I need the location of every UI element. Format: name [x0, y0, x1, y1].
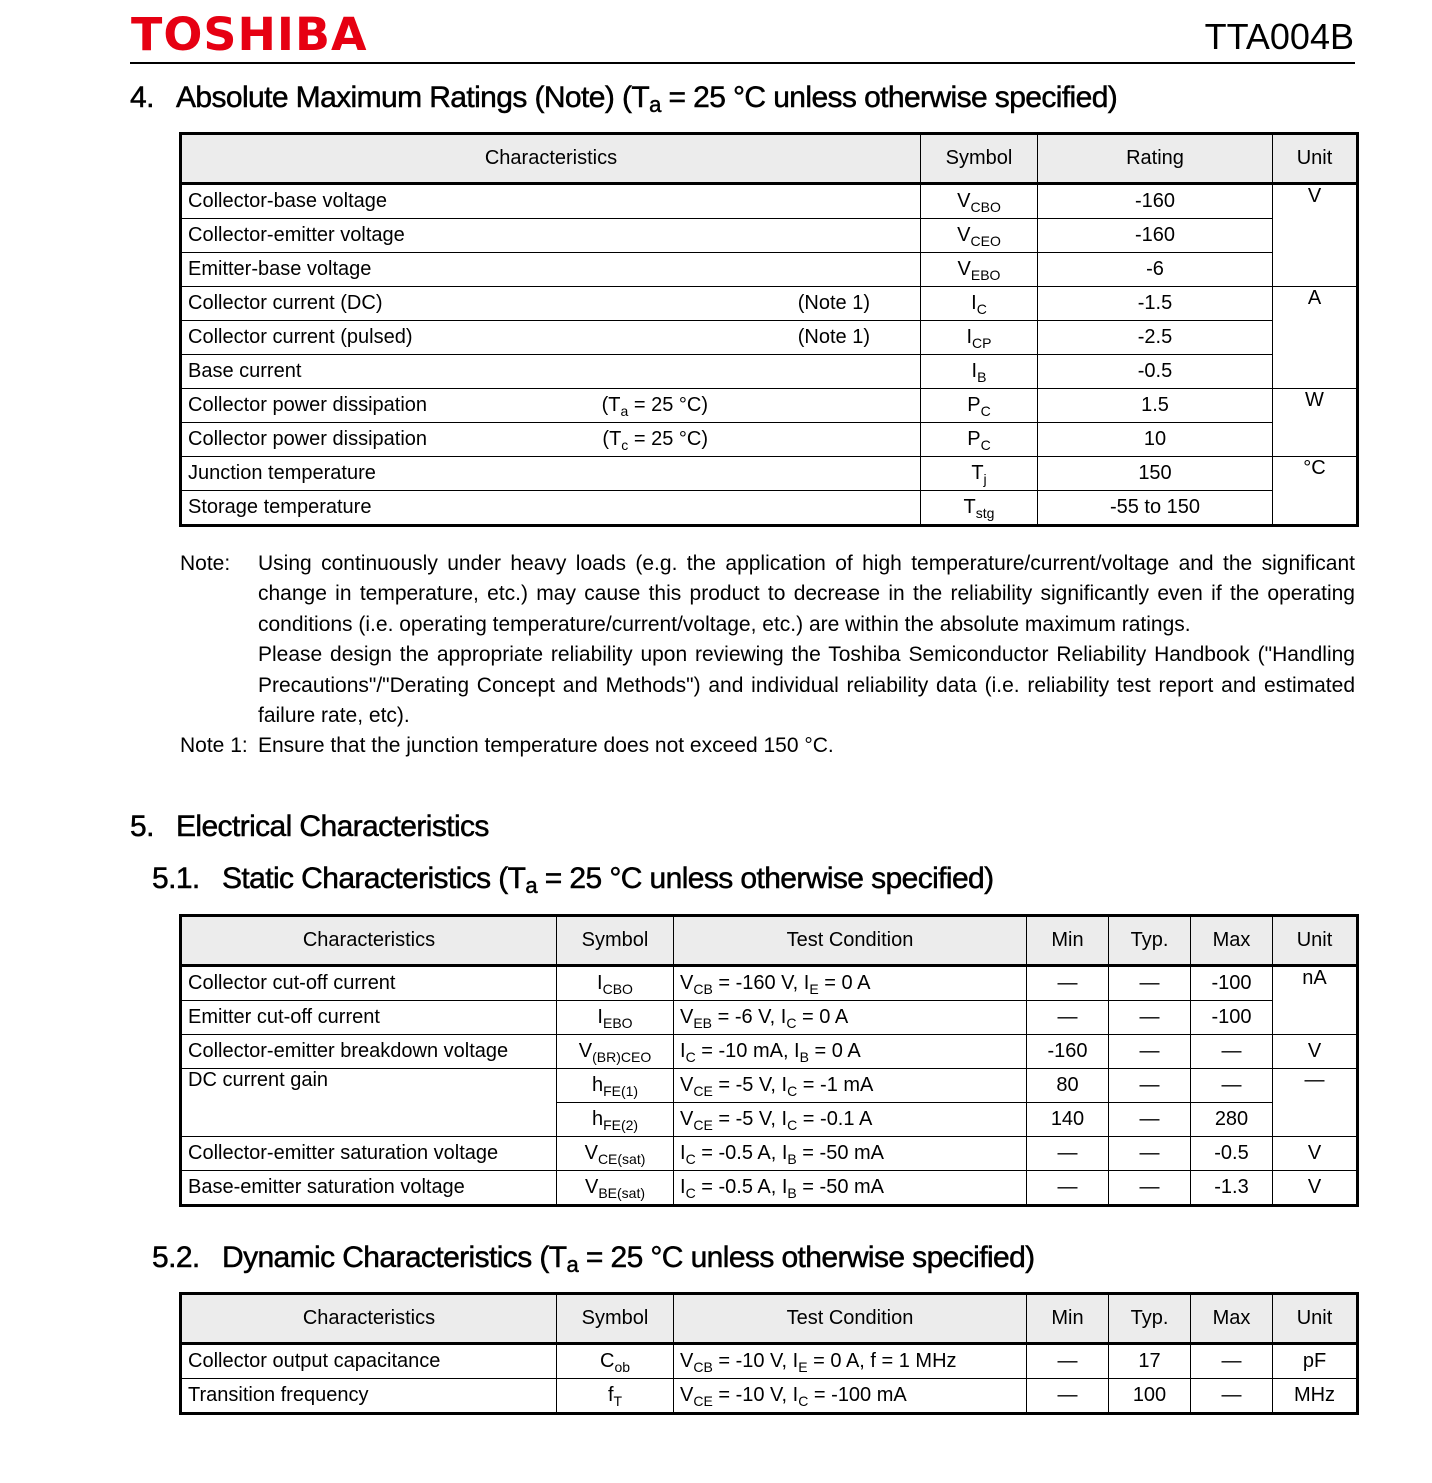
- characteristic-cell: [181, 184, 921, 219]
- condition-part: = -10 V, I: [712, 1384, 799, 1406]
- characteristic-cell: Collector output capacitance: [181, 1344, 557, 1379]
- condition-part: = -50 mA: [796, 1142, 885, 1164]
- typ-cell: —: [1109, 1069, 1191, 1103]
- characteristic-cell: Collector cut-off current: [181, 966, 557, 1001]
- column-header: Symbol: [557, 1294, 674, 1344]
- unit-cell: A: [1273, 287, 1358, 389]
- section-number: 5.1.: [152, 862, 200, 895]
- unit-cell: pF: [1273, 1344, 1358, 1379]
- condition-part: = 0 A, f = 1 MHz: [807, 1350, 957, 1372]
- symbol: I: [597, 1006, 603, 1028]
- table-header-row: [181, 916, 1358, 966]
- min-cell: —: [1027, 1344, 1109, 1379]
- table-row: [181, 491, 1358, 526]
- column-header: Test Condition: [674, 916, 1027, 966]
- rating-cell: 150: [1038, 457, 1273, 491]
- section-heading-static: [152, 861, 994, 897]
- condition-subscript: CE: [693, 1083, 713, 1099]
- table-row: [181, 1379, 1358, 1414]
- symbol-cell: [921, 389, 1038, 423]
- symbol-subscript: CEO: [970, 233, 1001, 249]
- symbol-cell: [921, 457, 1038, 491]
- symbol-subscript: CBO: [602, 981, 633, 997]
- symbol: C: [599, 1350, 615, 1372]
- condition-part: = 0 A: [808, 1040, 861, 1062]
- min-cell: -160: [1027, 1035, 1109, 1069]
- table-row: [181, 1171, 1358, 1206]
- characteristic-with-condition: [188, 326, 914, 349]
- condition-subscript: C: [786, 1015, 797, 1031]
- table-header-row: [181, 1294, 1358, 1344]
- condition-note: (Note 1): [797, 292, 870, 314]
- column-header: Typ.: [1109, 1294, 1191, 1344]
- unit-cell: W: [1273, 389, 1358, 457]
- condition-subscript: a: [620, 403, 629, 419]
- characteristic-label: Storage temperature: [188, 496, 372, 518]
- column-header: Max: [1191, 916, 1273, 966]
- condition-part: = -6 V, I: [712, 1006, 787, 1028]
- max-cell: —: [1191, 1035, 1273, 1069]
- part-number: TTA004B: [1204, 16, 1354, 57]
- notes-block: [180, 549, 1355, 762]
- rating-cell: -55 to 150: [1038, 491, 1273, 526]
- note1-label: Note 1:: [180, 734, 248, 758]
- heading-tail: = 25 °C unless otherwise specified): [537, 862, 994, 895]
- characteristic-cell: Base-emitter saturation voltage: [181, 1171, 557, 1206]
- column-header: Test Condition: [674, 1294, 1027, 1344]
- condition-subscript: E: [809, 981, 819, 997]
- condition-part: V: [680, 1006, 694, 1028]
- rating-cell: 10: [1038, 423, 1273, 457]
- characteristic-label: Emitter-base voltage: [188, 258, 372, 280]
- condition-part: = 0 A: [796, 1006, 849, 1028]
- symbol: I: [597, 972, 603, 994]
- typ-cell: —: [1109, 1137, 1191, 1171]
- typ-cell: —: [1109, 966, 1191, 1001]
- table-row: [181, 253, 1358, 287]
- column-header: Unit: [1273, 1294, 1358, 1344]
- condition-part: = 25 °C): [628, 428, 708, 450]
- symbol: V: [584, 1142, 598, 1164]
- symbol-cell: [557, 1001, 674, 1035]
- rating-cell: -1.5: [1038, 287, 1273, 321]
- test-condition-cell: [674, 1137, 1027, 1171]
- symbol-cell: [921, 253, 1038, 287]
- max-cell: -1.3: [1191, 1171, 1273, 1206]
- test-condition-cell: [674, 1379, 1027, 1414]
- static-characteristics-table: [179, 914, 1359, 1207]
- characteristic-cell: Transition frequency: [181, 1379, 557, 1414]
- max-cell: —: [1191, 1344, 1273, 1379]
- column-header: Min: [1027, 916, 1109, 966]
- max-cell: 280: [1191, 1103, 1273, 1137]
- note-label: Note:: [180, 552, 231, 575]
- characteristic-cell: Collector-emitter breakdown voltage: [181, 1035, 557, 1069]
- table-row: [181, 219, 1358, 253]
- condition-part: = -50 mA: [796, 1176, 885, 1198]
- max-cell: -100: [1191, 966, 1273, 1001]
- note-paragraph: Please design the appropriate reliability upon reviewing the Toshiba Semiconductor Reliability Handbook ("Handling Precautions"/"Derating Concept and Methods") and individual reliability data (i.e. reliability test report and estimated failure rate, etc).: [258, 643, 1355, 728]
- heading-text: Absolute Maximum Ratings (Note) (T: [176, 81, 650, 114]
- condition-temperature: [602, 428, 708, 451]
- test-condition-cell: [674, 966, 1027, 1001]
- section-heading-electrical: [130, 809, 489, 845]
- condition-part: V: [680, 1074, 694, 1096]
- characteristic-label: Collector power dissipation: [188, 428, 428, 450]
- condition-part: V: [680, 1384, 694, 1406]
- symbol-cell: [921, 423, 1038, 457]
- symbol: T: [971, 462, 984, 484]
- symbol: V: [957, 224, 971, 246]
- rating-cell: -160: [1038, 219, 1273, 253]
- symbol: h: [591, 1074, 604, 1096]
- characteristic-cell: [181, 321, 921, 355]
- typ-cell: —: [1109, 1001, 1191, 1035]
- symbol: P: [967, 394, 981, 416]
- table-row: [181, 423, 1358, 457]
- column-header: Unit: [1273, 916, 1358, 966]
- condition-part: V: [680, 1350, 694, 1372]
- test-condition-cell: [674, 1035, 1027, 1069]
- dynamic-characteristics-table: [179, 1292, 1359, 1415]
- symbol-subscript: (BR)CEO: [592, 1049, 652, 1065]
- condition-part: I: [680, 1176, 686, 1198]
- column-header: Max: [1191, 1294, 1273, 1344]
- symbol-cell: [921, 321, 1038, 355]
- test-condition-cell: [674, 1171, 1027, 1206]
- table-header-row: [181, 134, 1358, 184]
- column-header: Rating: [1038, 134, 1273, 184]
- unit-cell: V: [1273, 1137, 1358, 1171]
- symbol-cell: [557, 966, 674, 1001]
- condition-subscript: C: [798, 1393, 809, 1409]
- column-header: Characteristics: [181, 134, 921, 184]
- table-row: [181, 355, 1358, 389]
- symbol: P: [967, 428, 981, 450]
- rating-cell: -160: [1038, 184, 1273, 219]
- characteristic-cell: [181, 253, 921, 287]
- section-heading-dynamic: [152, 1240, 1035, 1276]
- characteristic-label: Collector-base voltage: [188, 190, 387, 212]
- unit-cell: —: [1273, 1069, 1358, 1137]
- condition-part: = 25 °C): [628, 394, 708, 416]
- condition-part: = -5 V, I: [712, 1108, 788, 1130]
- condition-subscript: B: [787, 1151, 797, 1167]
- section-number: 5.: [130, 810, 154, 843]
- symbol-cell: [557, 1035, 674, 1069]
- symbol-subscript: EBO: [602, 1015, 633, 1031]
- table-row: [181, 287, 1358, 321]
- symbol-subscript: CP: [972, 335, 992, 351]
- unit-cell: MHz: [1273, 1379, 1358, 1414]
- symbol: I: [971, 292, 977, 314]
- unit-cell: nA: [1273, 966, 1358, 1035]
- condition-part: = -0.5 A, I: [695, 1142, 788, 1164]
- characteristic-label: Collector-emitter voltage: [188, 224, 405, 246]
- symbol-subscript: C: [980, 403, 991, 419]
- condition-subscript: C: [787, 1117, 798, 1133]
- max-cell: —: [1191, 1069, 1273, 1103]
- symbol-subscript: EBO: [970, 267, 1001, 283]
- column-header: Unit: [1273, 134, 1358, 184]
- condition-part: V: [680, 1108, 694, 1130]
- typ-cell: 17: [1109, 1344, 1191, 1379]
- symbol-subscript: CE(sat): [597, 1151, 646, 1167]
- note-paragraph: Using continuously under heavy loads (e.g. the application of high temperature/current/voltage and the significant change in temperature, etc.) may cause this product to decrease in the reliability significantly even if the operating conditions (i.e. operating temperature/current/voltage, etc.) are within the absolute maximum ratings.: [258, 552, 1355, 636]
- section-heading-abs-max: [130, 80, 1117, 116]
- condition-part: = -100 mA: [808, 1384, 907, 1406]
- condition-subscript: B: [799, 1049, 809, 1065]
- max-cell: -0.5: [1191, 1137, 1273, 1171]
- condition-part: I: [680, 1040, 686, 1062]
- characteristic-label: Collector current (pulsed): [188, 326, 413, 348]
- characteristic-label: Collector power dissipation: [188, 394, 428, 416]
- absolute-maximum-ratings-table: [179, 132, 1359, 527]
- condition-subscript: C: [685, 1151, 696, 1167]
- condition-part: (T: [601, 394, 621, 416]
- condition-note: (Note 1): [797, 326, 870, 348]
- condition-temperature: [602, 394, 708, 417]
- symbol-subscript: stg: [975, 505, 995, 521]
- max-cell: —: [1191, 1379, 1273, 1414]
- column-header: Characteristics: [181, 1294, 557, 1344]
- symbol-cell: [557, 1379, 674, 1414]
- table-row: [181, 1001, 1358, 1035]
- characteristic-cell: [181, 423, 921, 457]
- condition-subscript: CE: [693, 1117, 713, 1133]
- symbol: V: [957, 258, 971, 280]
- condition-subscript: C: [685, 1185, 696, 1201]
- heading-text: Static Characteristics (T: [222, 862, 526, 895]
- section-number: 5.2.: [152, 1241, 200, 1274]
- heading-tail: = 25 °C unless otherwise specified): [578, 1241, 1035, 1274]
- min-cell: —: [1027, 1001, 1109, 1035]
- condition-subscript: C: [685, 1049, 696, 1065]
- symbol: T: [963, 496, 976, 518]
- condition-part: = -10 mA, I: [695, 1040, 800, 1062]
- condition-part: = -5 V, I: [712, 1074, 788, 1096]
- table-row: [181, 966, 1358, 1001]
- symbol-subscript: FE(1): [603, 1083, 639, 1099]
- symbol-cell: [921, 219, 1038, 253]
- characteristic-cell: [181, 389, 921, 423]
- min-cell: —: [1027, 1171, 1109, 1206]
- heading-subscript: a: [649, 92, 661, 117]
- condition-part: (T: [602, 428, 622, 450]
- condition-subscript: c: [621, 437, 629, 453]
- characteristic-cell: DC current gain: [181, 1069, 557, 1137]
- condition-subscript: CB: [693, 981, 713, 997]
- max-cell: -100: [1191, 1001, 1273, 1035]
- symbol-subscript: C: [976, 301, 987, 317]
- condition-part: = -160 V, I: [712, 972, 810, 994]
- table-row: [181, 389, 1358, 423]
- unit-cell: °C: [1273, 457, 1358, 526]
- symbol-cell: [557, 1137, 674, 1171]
- characteristic-label: Base current: [188, 360, 302, 382]
- condition-part: = -10 V, I: [712, 1350, 799, 1372]
- rating-cell: -0.5: [1038, 355, 1273, 389]
- rating-cell: -2.5: [1038, 321, 1273, 355]
- condition-part: = -1 mA: [797, 1074, 874, 1096]
- characteristic-cell: Emitter cut-off current: [181, 1001, 557, 1035]
- symbol-subscript: j: [983, 471, 987, 487]
- characteristic-cell: [181, 457, 921, 491]
- symbol-cell: [557, 1171, 674, 1206]
- note1-text: Ensure that the junction temperature does not exceed 150 °C.: [258, 734, 834, 758]
- table-row: [181, 1137, 1358, 1171]
- table-row: [181, 1035, 1358, 1069]
- min-cell: —: [1027, 966, 1109, 1001]
- symbol: I: [971, 360, 978, 382]
- table-row: [181, 457, 1358, 491]
- typ-cell: —: [1109, 1171, 1191, 1206]
- heading-text: Dynamic Characteristics (T: [222, 1241, 567, 1274]
- condition-subscript: B: [787, 1185, 797, 1201]
- column-header: Symbol: [921, 134, 1038, 184]
- table-row: [181, 321, 1358, 355]
- characteristic-with-condition: [188, 292, 914, 315]
- column-header: Typ.: [1109, 916, 1191, 966]
- symbol-subscript: ob: [614, 1359, 631, 1375]
- symbol-cell: [921, 491, 1038, 526]
- typ-cell: —: [1109, 1103, 1191, 1137]
- heading-text: Electrical Characteristics: [176, 810, 489, 843]
- symbol-cell: [921, 287, 1038, 321]
- typ-cell: —: [1109, 1035, 1191, 1069]
- condition-part: I: [680, 1142, 686, 1164]
- symbol: V: [584, 1176, 599, 1198]
- symbol-subscript: BE(sat): [598, 1185, 646, 1201]
- symbol: f: [607, 1384, 614, 1406]
- column-header: Characteristics: [181, 916, 557, 966]
- characteristic-cell: [181, 355, 921, 389]
- unit-cell: V: [1273, 1171, 1358, 1206]
- condition-part: = -0.1 A: [797, 1108, 873, 1130]
- symbol-subscript: FE(2): [603, 1117, 639, 1133]
- section-number: 4.: [130, 81, 154, 114]
- rating-cell: -6: [1038, 253, 1273, 287]
- characteristic-with-condition: [188, 394, 914, 417]
- characteristic-cell: [181, 491, 921, 526]
- characteristic-label: Collector current (DC): [188, 292, 383, 314]
- heading-subscript: a: [566, 1252, 579, 1277]
- min-cell: 80: [1027, 1069, 1109, 1103]
- symbol-cell: [921, 355, 1038, 389]
- table-row: [181, 1344, 1358, 1379]
- characteristic-with-condition: [188, 428, 914, 451]
- symbol-cell: [557, 1103, 674, 1137]
- test-condition-cell: [674, 1344, 1027, 1379]
- typ-cell: 100: [1109, 1379, 1191, 1414]
- condition-subscript: EB: [693, 1015, 713, 1031]
- characteristic-cell: Collector-emitter saturation voltage: [181, 1137, 557, 1171]
- heading-tail: = 25 °C unless otherwise specified): [660, 81, 1118, 114]
- symbol-subscript: B: [977, 369, 987, 385]
- symbol: V: [578, 1040, 593, 1062]
- condition-subscript: CB: [693, 1359, 713, 1375]
- column-header: Symbol: [557, 916, 674, 966]
- condition-subscript: E: [798, 1359, 808, 1375]
- symbol-cell: [921, 184, 1038, 219]
- test-condition-cell: [674, 1069, 1027, 1103]
- unit-cell: V: [1273, 184, 1358, 287]
- unit-cell: V: [1273, 1035, 1358, 1069]
- column-header: Min: [1027, 1294, 1109, 1344]
- characteristic-label: Junction temperature: [188, 462, 376, 484]
- condition-subscript: C: [787, 1083, 798, 1099]
- symbol-subscript: CBO: [970, 199, 1001, 215]
- header-divider: [130, 62, 1355, 64]
- symbol: I: [966, 326, 973, 348]
- min-cell: —: [1027, 1137, 1109, 1171]
- condition-subscript: CE: [693, 1393, 713, 1409]
- table-row: [181, 184, 1358, 219]
- symbol: V: [957, 190, 971, 212]
- symbol-subscript: C: [980, 437, 991, 453]
- toshiba-logo: TOSHIBA: [131, 8, 368, 61]
- condition-part: V: [680, 972, 694, 994]
- symbol: h: [591, 1108, 604, 1130]
- rating-cell: 1.5: [1038, 389, 1273, 423]
- min-cell: —: [1027, 1379, 1109, 1414]
- heading-subscript: a: [525, 873, 538, 898]
- symbol-subscript: T: [613, 1393, 623, 1409]
- min-cell: 140: [1027, 1103, 1109, 1137]
- symbol-cell: [557, 1344, 674, 1379]
- characteristic-cell: [181, 219, 921, 253]
- test-condition-cell: [674, 1103, 1027, 1137]
- condition-part: = -0.5 A, I: [695, 1176, 788, 1198]
- characteristic-cell: [181, 287, 921, 321]
- test-condition-cell: [674, 1001, 1027, 1035]
- condition-part: = 0 A: [818, 972, 871, 994]
- table-row: [181, 1069, 1358, 1103]
- symbol-cell: [557, 1069, 674, 1103]
